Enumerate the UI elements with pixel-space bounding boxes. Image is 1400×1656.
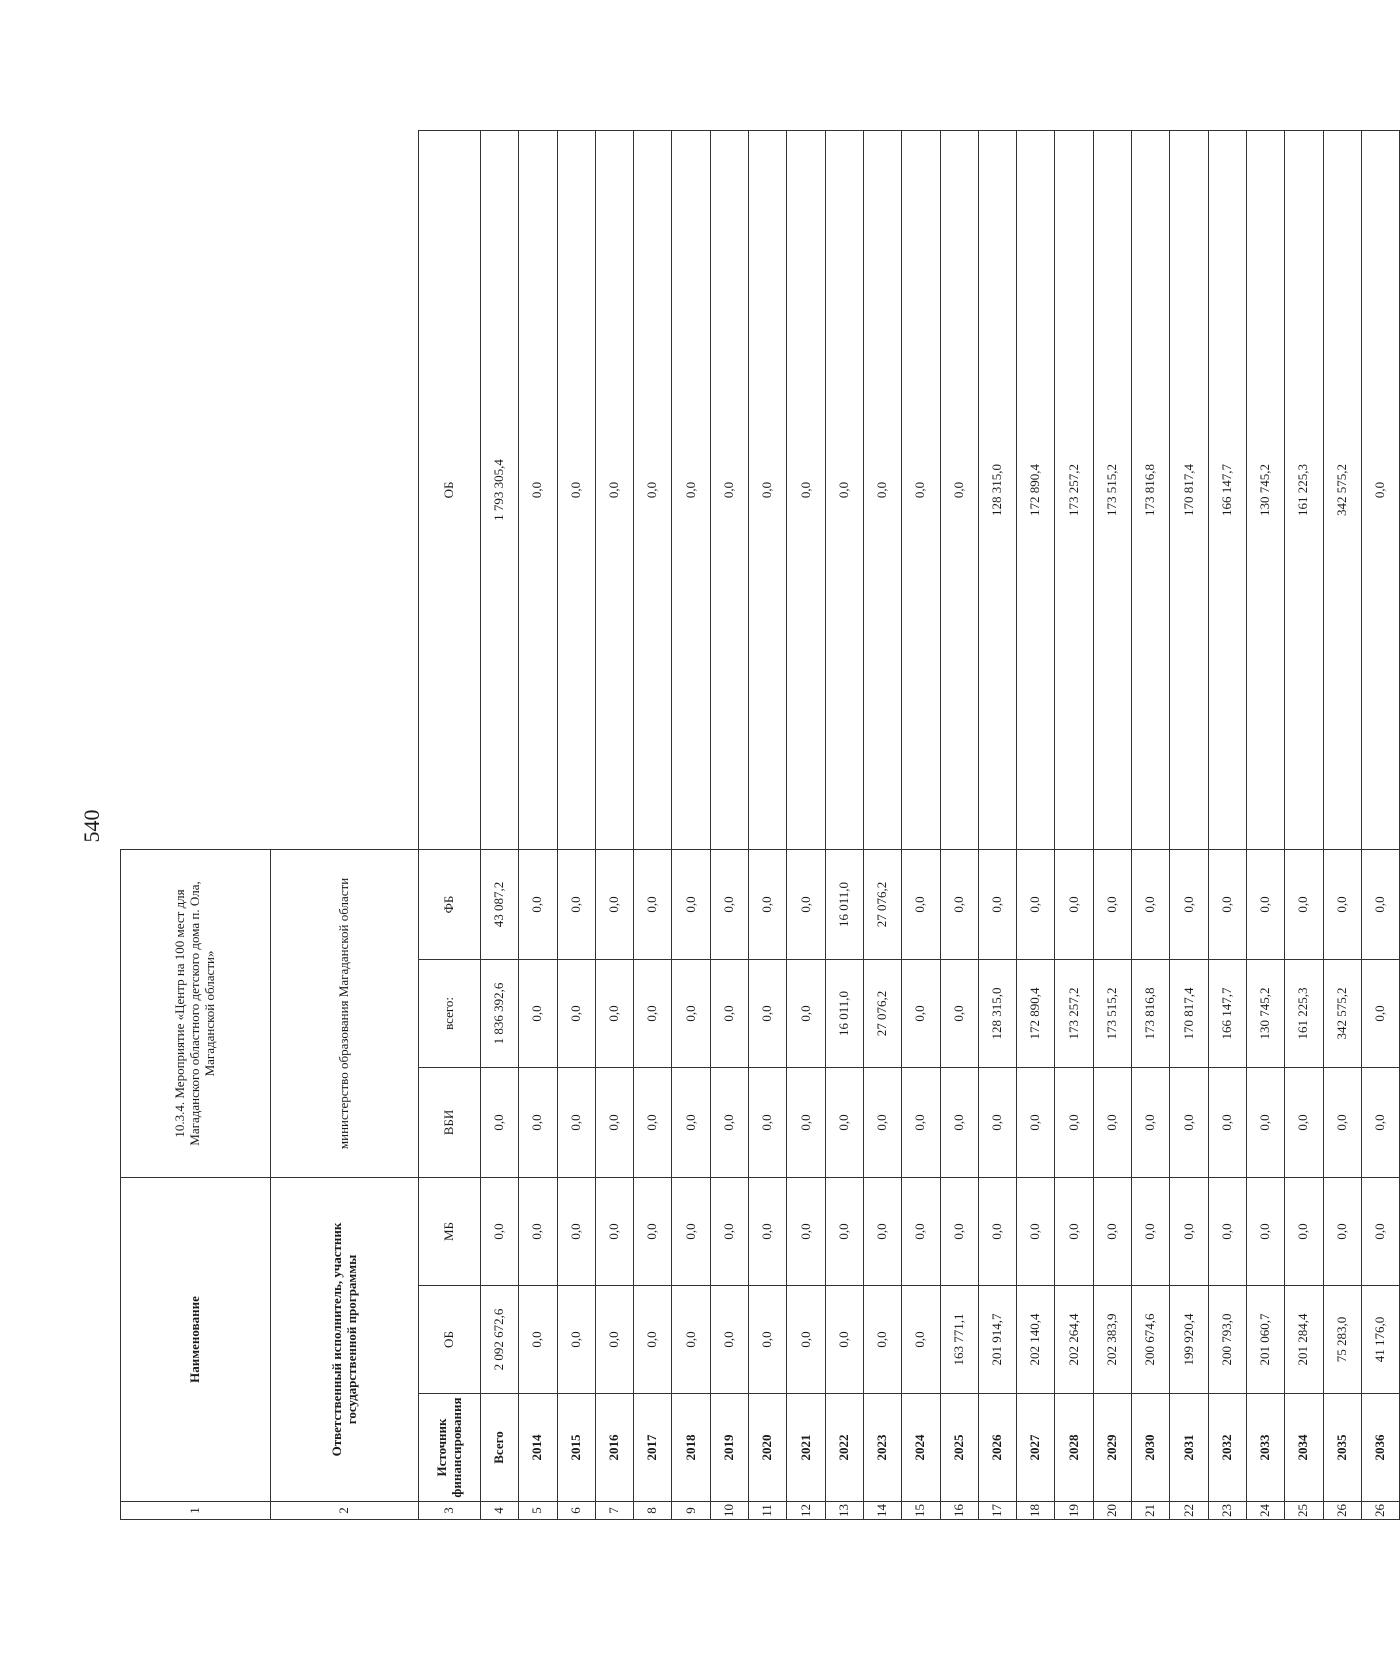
value-cell: 128 315,0 (978, 959, 1016, 1067)
value-cell: 0,0 (557, 131, 595, 850)
header-row-name (121, 131, 271, 1520)
value-cell: 0,0 (902, 849, 940, 959)
value-cell: 342 575,2 (1323, 131, 1361, 850)
value-cell: 0,0 (710, 1286, 748, 1394)
col-number-6: 6 (557, 1502, 595, 1520)
value-cell: 0,0 (672, 959, 710, 1067)
row-year-2020 (749, 131, 787, 1520)
col-number-7: 7 (595, 1502, 633, 1520)
value-cell: 0,0 (863, 131, 901, 850)
value-cell: 0,0 (940, 959, 978, 1067)
value-cell: 173 816,8 (1132, 959, 1170, 1067)
value-cell: 173 257,2 (1055, 131, 1093, 850)
value-cell: 0,0 (595, 1286, 633, 1394)
value-cell: 0,0 (749, 1286, 787, 1394)
row-year-2021 (787, 131, 825, 1520)
value-cell: 0,0 (863, 1177, 901, 1285)
value-cell: 0,0 (863, 1067, 901, 1177)
value-cell: 0,0 (1017, 1177, 1055, 1285)
value-cell: 0,0 (595, 1067, 633, 1177)
col-number-21: 21 (1132, 1502, 1170, 1520)
header-executor: Ответственный исполнитель, участник государственной программы (271, 1177, 419, 1501)
value-cell: 0,0 (557, 1177, 595, 1285)
value-cell: 0,0 (672, 849, 710, 959)
value-cell: 0,0 (519, 849, 557, 959)
col-number-18: 18 (1017, 1502, 1055, 1520)
value-cell: 0,0 (1285, 849, 1323, 959)
value-cell: 0,0 (634, 849, 672, 959)
col-number-10: 10 (710, 1502, 748, 1520)
value-cell: 0,0 (519, 959, 557, 1067)
year-label: 2031 (1170, 1394, 1208, 1502)
value-cell: 201 060,7 (1246, 1286, 1284, 1394)
value-cell: 161 225,3 (1285, 959, 1323, 1067)
row-year-2023 (863, 131, 901, 1520)
value-cell: 0,0 (595, 1177, 633, 1285)
value-cell: 0,0 (595, 849, 633, 959)
value-cell: 0,0 (710, 849, 748, 959)
year-label: 2033 (1246, 1394, 1284, 1502)
value-cell: 0,0 (1170, 849, 1208, 959)
value-cell: 0,0 (672, 1067, 710, 1177)
value-cell: 0,0 (1093, 849, 1131, 959)
value-cell: 0,0 (825, 1067, 863, 1177)
value-cell: 0,0 (787, 1286, 825, 1394)
year-label: 2019 (710, 1394, 748, 1502)
col-number-12: 12 (787, 1502, 825, 1520)
value-cell: 0,0 (1208, 849, 1246, 959)
value-cell: 0,0 (1132, 1067, 1170, 1177)
row-year-2014 (519, 131, 557, 1520)
executor-name: министерство образования Магаданской области (271, 849, 419, 1177)
row-total (481, 131, 519, 1520)
value-cell: 0,0 (557, 849, 595, 959)
value-cell: 0,0 (710, 1177, 748, 1285)
value-cell: 0,0 (1246, 1067, 1284, 1177)
col-number-17: 17 (978, 1502, 1016, 1520)
value-cell: 200 674,6 (1132, 1286, 1170, 1394)
value-cell: 0,0 (902, 1177, 940, 1285)
value-cell: 0,0 (825, 1286, 863, 1394)
year-label: 2017 (634, 1394, 672, 1502)
value-cell: 0,0 (749, 849, 787, 959)
value-cell: 173 257,2 (1055, 959, 1093, 1067)
col-number-3: 3 (419, 1502, 481, 1520)
value-cell: 0,0 (787, 1067, 825, 1177)
col-number-13: 13 (825, 1502, 863, 1520)
value-cell: 0,0 (1323, 1067, 1361, 1177)
year-label: 2032 (1208, 1394, 1246, 1502)
year-label: 2022 (825, 1394, 863, 1502)
year-label: 2026 (978, 1394, 1016, 1502)
row-year-2029 (1093, 131, 1131, 1520)
value-cell: 0,0 (1055, 1177, 1093, 1285)
value-cell: 166 147,7 (1208, 959, 1246, 1067)
value-cell: 0,0 (634, 131, 672, 850)
value-cell: 0,0 (519, 131, 557, 850)
value-cell: 0,0 (557, 1286, 595, 1394)
value-cell: 201 914,7 (978, 1286, 1016, 1394)
value-cell: 27 076,2 (863, 849, 901, 959)
total-cell: 0,0 (481, 1177, 519, 1285)
value-cell: 0,0 (863, 1286, 901, 1394)
row-year-2031 (1170, 131, 1208, 1520)
col-number-26: 26 (1323, 1502, 1361, 1520)
header-total: Всего (481, 1394, 519, 1502)
value-cell: 0,0 (749, 1177, 787, 1285)
row-year-2022 (825, 131, 863, 1520)
year-label: 2020 (749, 1394, 787, 1502)
col-number-19: 19 (1055, 1502, 1093, 1520)
page-number: 540 (79, 809, 104, 843)
year-label: 2021 (787, 1394, 825, 1502)
col-number-20: 20 (1093, 1502, 1131, 1520)
value-cell: 0,0 (1208, 1177, 1246, 1285)
value-cell: 0,0 (1093, 1067, 1131, 1177)
value-cell: 0,0 (1323, 849, 1361, 959)
value-cell: 0,0 (940, 1067, 978, 1177)
value-cell: 0,0 (1093, 1177, 1131, 1285)
value-cell: 0,0 (902, 959, 940, 1067)
value-cell: 128 315,0 (978, 131, 1016, 850)
year-label: 2024 (902, 1394, 940, 1502)
value-cell: 0,0 (557, 1067, 595, 1177)
value-cell: 173 515,2 (1093, 131, 1131, 850)
value-cell: 0,0 (1170, 1067, 1208, 1177)
value-cell: 0,0 (1132, 849, 1170, 959)
value-cell: 0,0 (902, 1286, 940, 1394)
value-cell: 170 817,4 (1170, 959, 1208, 1067)
value-cell: 166 147,7 (1208, 131, 1246, 850)
value-cell: 0,0 (787, 1177, 825, 1285)
value-cell: 0,0 (710, 131, 748, 850)
value-cell: 0,0 (1170, 1177, 1208, 1285)
col-number-16: 16 (940, 1502, 978, 1520)
value-cell: 0,0 (1361, 1177, 1399, 1285)
total-cell: 1 793 305,4 (481, 131, 519, 850)
row-year-2035 (1323, 131, 1361, 1520)
value-cell: 130 745,2 (1246, 959, 1284, 1067)
value-cell: 0,0 (672, 1286, 710, 1394)
value-cell: 0,0 (1132, 1177, 1170, 1285)
header-name: Наименование (121, 1177, 271, 1501)
row-year-2019 (710, 131, 748, 1520)
value-cell: 200 793,0 (1208, 1286, 1246, 1394)
value-cell: 0,0 (557, 959, 595, 1067)
value-cell: 342 575,2 (1323, 959, 1361, 1067)
value-cell: 0,0 (1361, 959, 1399, 1067)
year-label: 2016 (595, 1394, 633, 1502)
row-year-2028 (1055, 131, 1093, 1520)
col-number-11: 11 (749, 1502, 787, 1520)
col-number-22: 22 (1170, 1502, 1208, 1520)
value-cell: 0,0 (978, 1067, 1016, 1177)
source-cell: ОБ (419, 131, 481, 850)
year-label: 2023 (863, 1394, 901, 1502)
value-cell: 0,0 (940, 131, 978, 850)
value-cell: 41 176,0 (1361, 1286, 1399, 1394)
year-label: 2028 (1055, 1394, 1093, 1502)
year-label: 2015 (557, 1394, 595, 1502)
row-year-2034 (1285, 131, 1323, 1520)
source-cell: ОБ (419, 1286, 481, 1394)
row-year-2025 (940, 131, 978, 1520)
value-cell: 0,0 (902, 1067, 940, 1177)
source-cell: ВБИ (419, 1067, 481, 1177)
value-cell: 0,0 (1055, 849, 1093, 959)
value-cell: 0,0 (1323, 1177, 1361, 1285)
value-cell: 170 817,4 (1170, 131, 1208, 850)
row-year-2033 (1246, 131, 1284, 1520)
rotated-table-wrapper (120, 130, 1387, 1520)
value-cell: 199 920,4 (1170, 1286, 1208, 1394)
value-cell: 0,0 (940, 849, 978, 959)
total-cell: 0,0 (481, 1067, 519, 1177)
source-cell: МБ (419, 1177, 481, 1285)
value-cell: 0,0 (787, 849, 825, 959)
row-year-2036 (1361, 131, 1399, 1520)
value-cell: 0,0 (595, 959, 633, 1067)
value-cell: 0,0 (749, 131, 787, 850)
value-cell: 0,0 (672, 1177, 710, 1285)
col-number-24: 24 (1246, 1502, 1284, 1520)
value-cell: 0,0 (1017, 1067, 1055, 1177)
col-number-25: 25 (1285, 1502, 1323, 1520)
header-source: Источник финансирования (419, 1394, 481, 1502)
value-cell: 0,0 (1017, 849, 1055, 959)
value-cell: 202 383,9 (1093, 1286, 1131, 1394)
year-label: 2030 (1132, 1394, 1170, 1502)
row-year-2016 (595, 131, 633, 1520)
year-label: 2018 (672, 1394, 710, 1502)
value-cell: 0,0 (825, 1177, 863, 1285)
col-number-4: 4 (481, 1502, 519, 1520)
year-label: 2034 (1285, 1394, 1323, 1502)
row-year-2027 (1017, 131, 1055, 1520)
total-cell: 2 092 672,6 (481, 1286, 519, 1394)
value-cell: 0,0 (749, 1067, 787, 1177)
value-cell: 0,0 (634, 1286, 672, 1394)
value-cell: 201 284,4 (1285, 1286, 1323, 1394)
row-year-2024 (902, 131, 940, 1520)
total-cell: 1 836 392,6 (481, 959, 519, 1067)
value-cell: 0,0 (710, 1067, 748, 1177)
row-year-2015 (557, 131, 595, 1520)
value-cell: 16 011,0 (825, 849, 863, 959)
value-cell: 0,0 (710, 959, 748, 1067)
value-cell: 0,0 (749, 959, 787, 1067)
year-label: 2014 (519, 1394, 557, 1502)
year-label: 2027 (1017, 1394, 1055, 1502)
col-number-23: 23 (1208, 1502, 1246, 1520)
total-cell: 43 087,2 (481, 849, 519, 959)
header-row-executor (271, 131, 419, 1520)
value-cell: 0,0 (978, 1177, 1016, 1285)
row-year-2017 (634, 131, 672, 1520)
value-cell: 0,0 (1361, 1067, 1399, 1177)
value-cell: 0,0 (902, 131, 940, 850)
value-cell: 172 890,4 (1017, 131, 1055, 850)
value-cell: 16 011,0 (825, 959, 863, 1067)
value-cell: 0,0 (1361, 131, 1399, 850)
value-cell: 27 076,2 (863, 959, 901, 1067)
value-cell: 173 816,8 (1132, 131, 1170, 850)
header-row-source (419, 131, 481, 1520)
col-number-14: 14 (863, 1502, 901, 1520)
value-cell: 0,0 (672, 131, 710, 850)
value-cell: 161 225,3 (1285, 131, 1323, 850)
year-label: 2036 (1361, 1394, 1399, 1502)
budget-table (120, 130, 1400, 1520)
row-year-2032 (1208, 131, 1246, 1520)
value-cell: 0,0 (1208, 1067, 1246, 1177)
value-cell: 0,0 (634, 959, 672, 1067)
value-cell: 0,0 (634, 1177, 672, 1285)
value-cell: 0,0 (595, 131, 633, 850)
value-cell: 163 771,1 (940, 1286, 978, 1394)
value-cell: 0,0 (1246, 849, 1284, 959)
value-cell: 0,0 (519, 1286, 557, 1394)
value-cell: 0,0 (825, 131, 863, 850)
col-number-2: 2 (271, 1502, 419, 1520)
activity-name: 10.3.4. Мероприятие «Центр на 100 мест для Магаданского областного детского дома п. Ола, Магаданской области» (121, 849, 271, 1177)
row-year-2030 (1132, 131, 1170, 1520)
value-cell: 0,0 (787, 959, 825, 1067)
value-cell: 0,0 (1246, 1177, 1284, 1285)
source-cell: всего: (419, 959, 481, 1067)
value-cell: 202 140,4 (1017, 1286, 1055, 1394)
value-cell: 75 283,0 (1323, 1286, 1361, 1394)
value-cell: 0,0 (787, 131, 825, 850)
source-cell: ФБ (419, 849, 481, 959)
col-number-8: 8 (634, 1502, 672, 1520)
col-number-5: 5 (519, 1502, 557, 1520)
year-label: 2025 (940, 1394, 978, 1502)
value-cell: 0,0 (519, 1067, 557, 1177)
value-cell: 0,0 (1361, 849, 1399, 959)
col-number-15: 15 (902, 1502, 940, 1520)
value-cell: 0,0 (519, 1177, 557, 1285)
value-cell: 173 515,2 (1093, 959, 1131, 1067)
value-cell: 0,0 (1285, 1067, 1323, 1177)
col-number-9: 9 (672, 1502, 710, 1520)
value-cell: 202 264,4 (1055, 1286, 1093, 1394)
value-cell: 0,0 (978, 849, 1016, 959)
row-year-2026 (978, 131, 1016, 1520)
value-cell: 0,0 (1285, 1177, 1323, 1285)
col-number-1: 1 (121, 1502, 271, 1520)
value-cell: 130 745,2 (1246, 131, 1284, 850)
value-cell: 172 890,4 (1017, 959, 1055, 1067)
year-label: 2035 (1323, 1394, 1361, 1502)
row-year-2018 (672, 131, 710, 1520)
year-label: 2029 (1093, 1394, 1131, 1502)
value-cell: 0,0 (1055, 1067, 1093, 1177)
col-number-27: 26 (1361, 1502, 1399, 1520)
value-cell: 0,0 (634, 1067, 672, 1177)
value-cell: 0,0 (940, 1177, 978, 1285)
